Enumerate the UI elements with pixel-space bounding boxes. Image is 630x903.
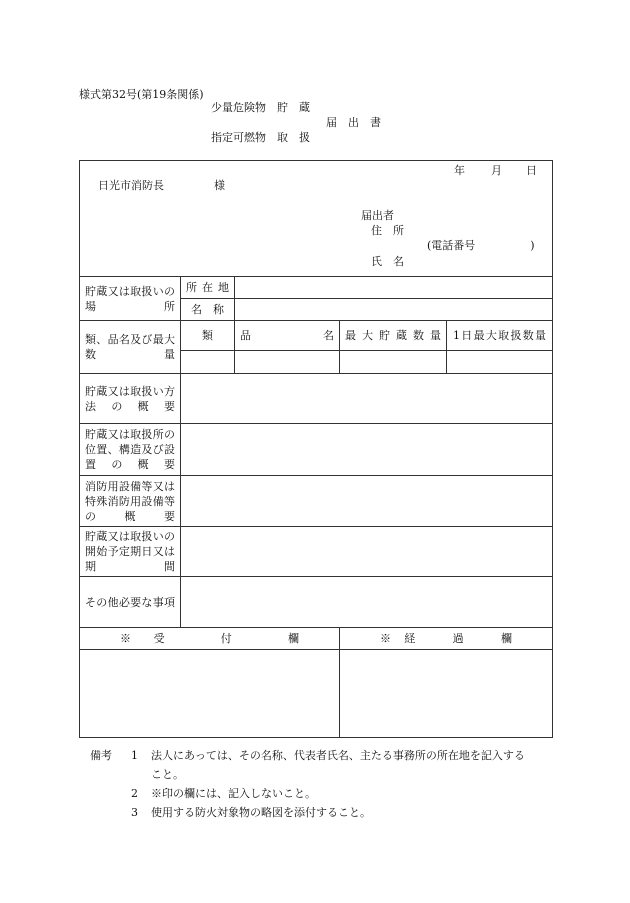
col-daily-quantity: 1日最大取扱数量 xyxy=(447,321,553,351)
method-value[interactable] xyxy=(181,374,553,424)
note-number: 2 xyxy=(131,787,138,800)
recipient: 日光市消防長 xyxy=(98,179,164,192)
col-class: 類 xyxy=(181,321,235,351)
other-label: その他必要な事項 xyxy=(80,577,181,628)
progress-header: ※ 経 過 欄 xyxy=(340,628,553,650)
date-year: 年 xyxy=(454,164,465,177)
place-name-value[interactable] xyxy=(235,299,553,321)
note-text: こと。 xyxy=(151,768,184,781)
note-number: 3 xyxy=(131,806,138,819)
remarks-heading: 備考 xyxy=(90,749,112,762)
col-product: 品 名 xyxy=(235,321,340,351)
structure-value[interactable] xyxy=(181,424,553,476)
name-label: 氏 名 xyxy=(371,255,404,268)
note-text: ※印の欄には、記入しないこと。 xyxy=(151,787,316,800)
notification-form xyxy=(79,160,553,738)
remarks xyxy=(90,746,525,822)
reception-area[interactable] xyxy=(80,650,340,738)
note-number: 1 xyxy=(131,749,138,762)
storage-place-label: 貯蔵又は取扱いの場所 xyxy=(80,277,181,321)
note-text: 法人にあっては、その名称、代表者氏名、主たる事務所の所在地を記入する xyxy=(151,749,525,762)
product-value[interactable] xyxy=(235,351,340,374)
schedule-value[interactable] xyxy=(181,527,553,577)
address-label: 住 所 xyxy=(371,224,404,237)
addressee-block xyxy=(80,161,553,277)
method-label: 貯蔵又は取扱い方法の概要 xyxy=(80,374,181,424)
fire-equipment-value[interactable] xyxy=(181,476,553,527)
max-quantity-value[interactable] xyxy=(340,351,447,374)
progress-area[interactable] xyxy=(340,650,553,738)
phone-label: (電話番号 ) xyxy=(427,239,535,252)
applicant-label: 届出者 xyxy=(361,209,394,222)
place-name-label: 名称 xyxy=(181,299,235,321)
category-label: 類、品名及び最大数量 xyxy=(80,321,181,374)
location-label: 所在地 xyxy=(181,277,235,299)
date-month: 月 xyxy=(491,164,502,177)
title-line-1: 少量危険物 貯 蔵 xyxy=(211,101,310,114)
col-max-quantity: 最大貯蔵数量 xyxy=(340,321,447,351)
fire-equipment-label: 消防用設備等又は特殊消防用設備等の概要 xyxy=(80,476,181,527)
form-number: 様式第32号(第19条関係) xyxy=(79,88,204,101)
structure-label: 貯蔵又は取扱所の位置、構造及び設置の概要 xyxy=(80,424,181,476)
location-value[interactable] xyxy=(235,277,553,299)
title-line-2: 届 出 書 xyxy=(326,116,381,129)
date-day: 日 xyxy=(526,164,537,177)
honorific: 様 xyxy=(214,179,225,192)
title-line-3: 指定可燃物 取 扱 xyxy=(211,131,310,144)
schedule-label: 貯蔵又は取扱いの開始予定期日又は期間 xyxy=(80,527,181,577)
note-text: 使用する防火対象物の略図を添付すること。 xyxy=(151,806,371,819)
reception-header: ※ 受 付 欄 xyxy=(80,628,340,650)
other-value[interactable] xyxy=(181,577,553,628)
class-value[interactable] xyxy=(181,351,235,374)
daily-quantity-value[interactable] xyxy=(447,351,553,374)
